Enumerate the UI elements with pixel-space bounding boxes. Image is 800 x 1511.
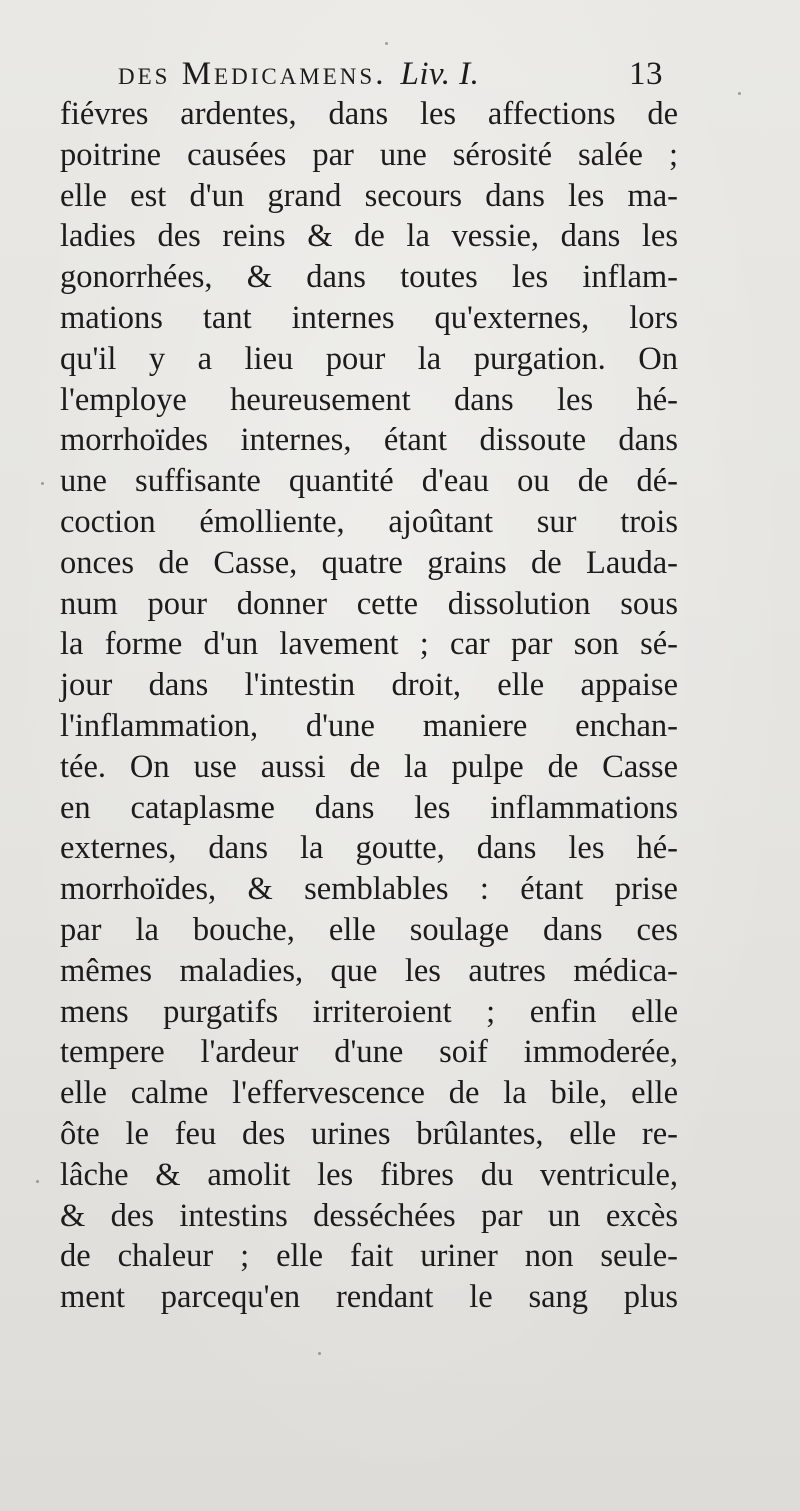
text-line: num pour donner cette dissolution sous <box>60 585 678 622</box>
running-head-book: Liv. I. <box>400 56 480 92</box>
running-head-title: des Medicamens. <box>118 56 387 92</box>
text-line: la forme d'un lavement ; car par son sé- <box>60 626 678 663</box>
text-line: l'employe heureusement dans les hé- <box>60 381 678 418</box>
text-line: gonorrhées, & dans toutes les inflam- <box>60 259 678 296</box>
text-line: l'inflammation, d'une maniere enchan- <box>60 707 678 744</box>
text-line: qu'il y a lieu pour la purgation. On <box>60 340 678 377</box>
paper-speck <box>318 1352 321 1355</box>
text-line: fiévres ardentes, dans les affections de <box>60 96 678 132</box>
text-line: ladies des reins & de la vessie, dans les <box>60 218 678 255</box>
text-line: mêmes maladies, que les autres médica- <box>60 952 678 989</box>
text-line: jour dans l'intestin droit, elle appaise <box>60 667 678 704</box>
paper-speck <box>385 42 388 45</box>
text-line: lâche & amolit les fibres du ventricule, <box>60 1156 678 1193</box>
text-line: une suffisante quantité d'eau ou de dé- <box>60 463 678 500</box>
text-line: poitrine causées par une sérosité salée ; <box>60 136 678 173</box>
text-line: ôte le feu des urines brûlantes, elle re- <box>60 1115 678 1152</box>
text-line: ment parcequ'en rendant le sang plus <box>60 1279 678 1316</box>
paper-speck <box>738 92 741 95</box>
text-line: externes, dans la goutte, dans les hé- <box>60 830 678 867</box>
body-text <box>60 94 678 1318</box>
text-line: par la bouche, elle soulage dans ces <box>60 911 678 948</box>
text-line: coction émolliente, ajoûtant sur trois <box>60 503 678 540</box>
text-line: de chaleur ; elle fait uriner non seule- <box>60 1238 678 1275</box>
paper-speck <box>41 482 44 485</box>
running-head <box>118 52 663 96</box>
text-line: morrhoïdes internes, étant dissoute dans <box>60 422 678 459</box>
text-line: morrhoïdes, & semblables : étant prise <box>60 871 678 908</box>
text-line: elle calme l'effervescence de la bile, elle <box>60 1075 678 1112</box>
paper-speck <box>36 1180 39 1183</box>
text-line: mations tant internes qu'externes, lors <box>60 299 678 336</box>
text-line: en cataplasme dans les inflammations <box>60 789 678 826</box>
text-line: elle est d'un grand secours dans les ma- <box>60 177 678 214</box>
text-line: tée. On use aussi de la pulpe de Casse <box>60 748 678 785</box>
page-number: 13 <box>629 56 663 92</box>
text-line: onces de Casse, quatre grains de Lauda- <box>60 544 678 581</box>
text-line: & des intestins desséchées par un excès <box>60 1197 678 1234</box>
text-line: mens purgatifs irriteroient ; enfin elle <box>60 993 678 1030</box>
text-line: tempere l'ardeur d'une soif immoderée, <box>60 1034 678 1071</box>
